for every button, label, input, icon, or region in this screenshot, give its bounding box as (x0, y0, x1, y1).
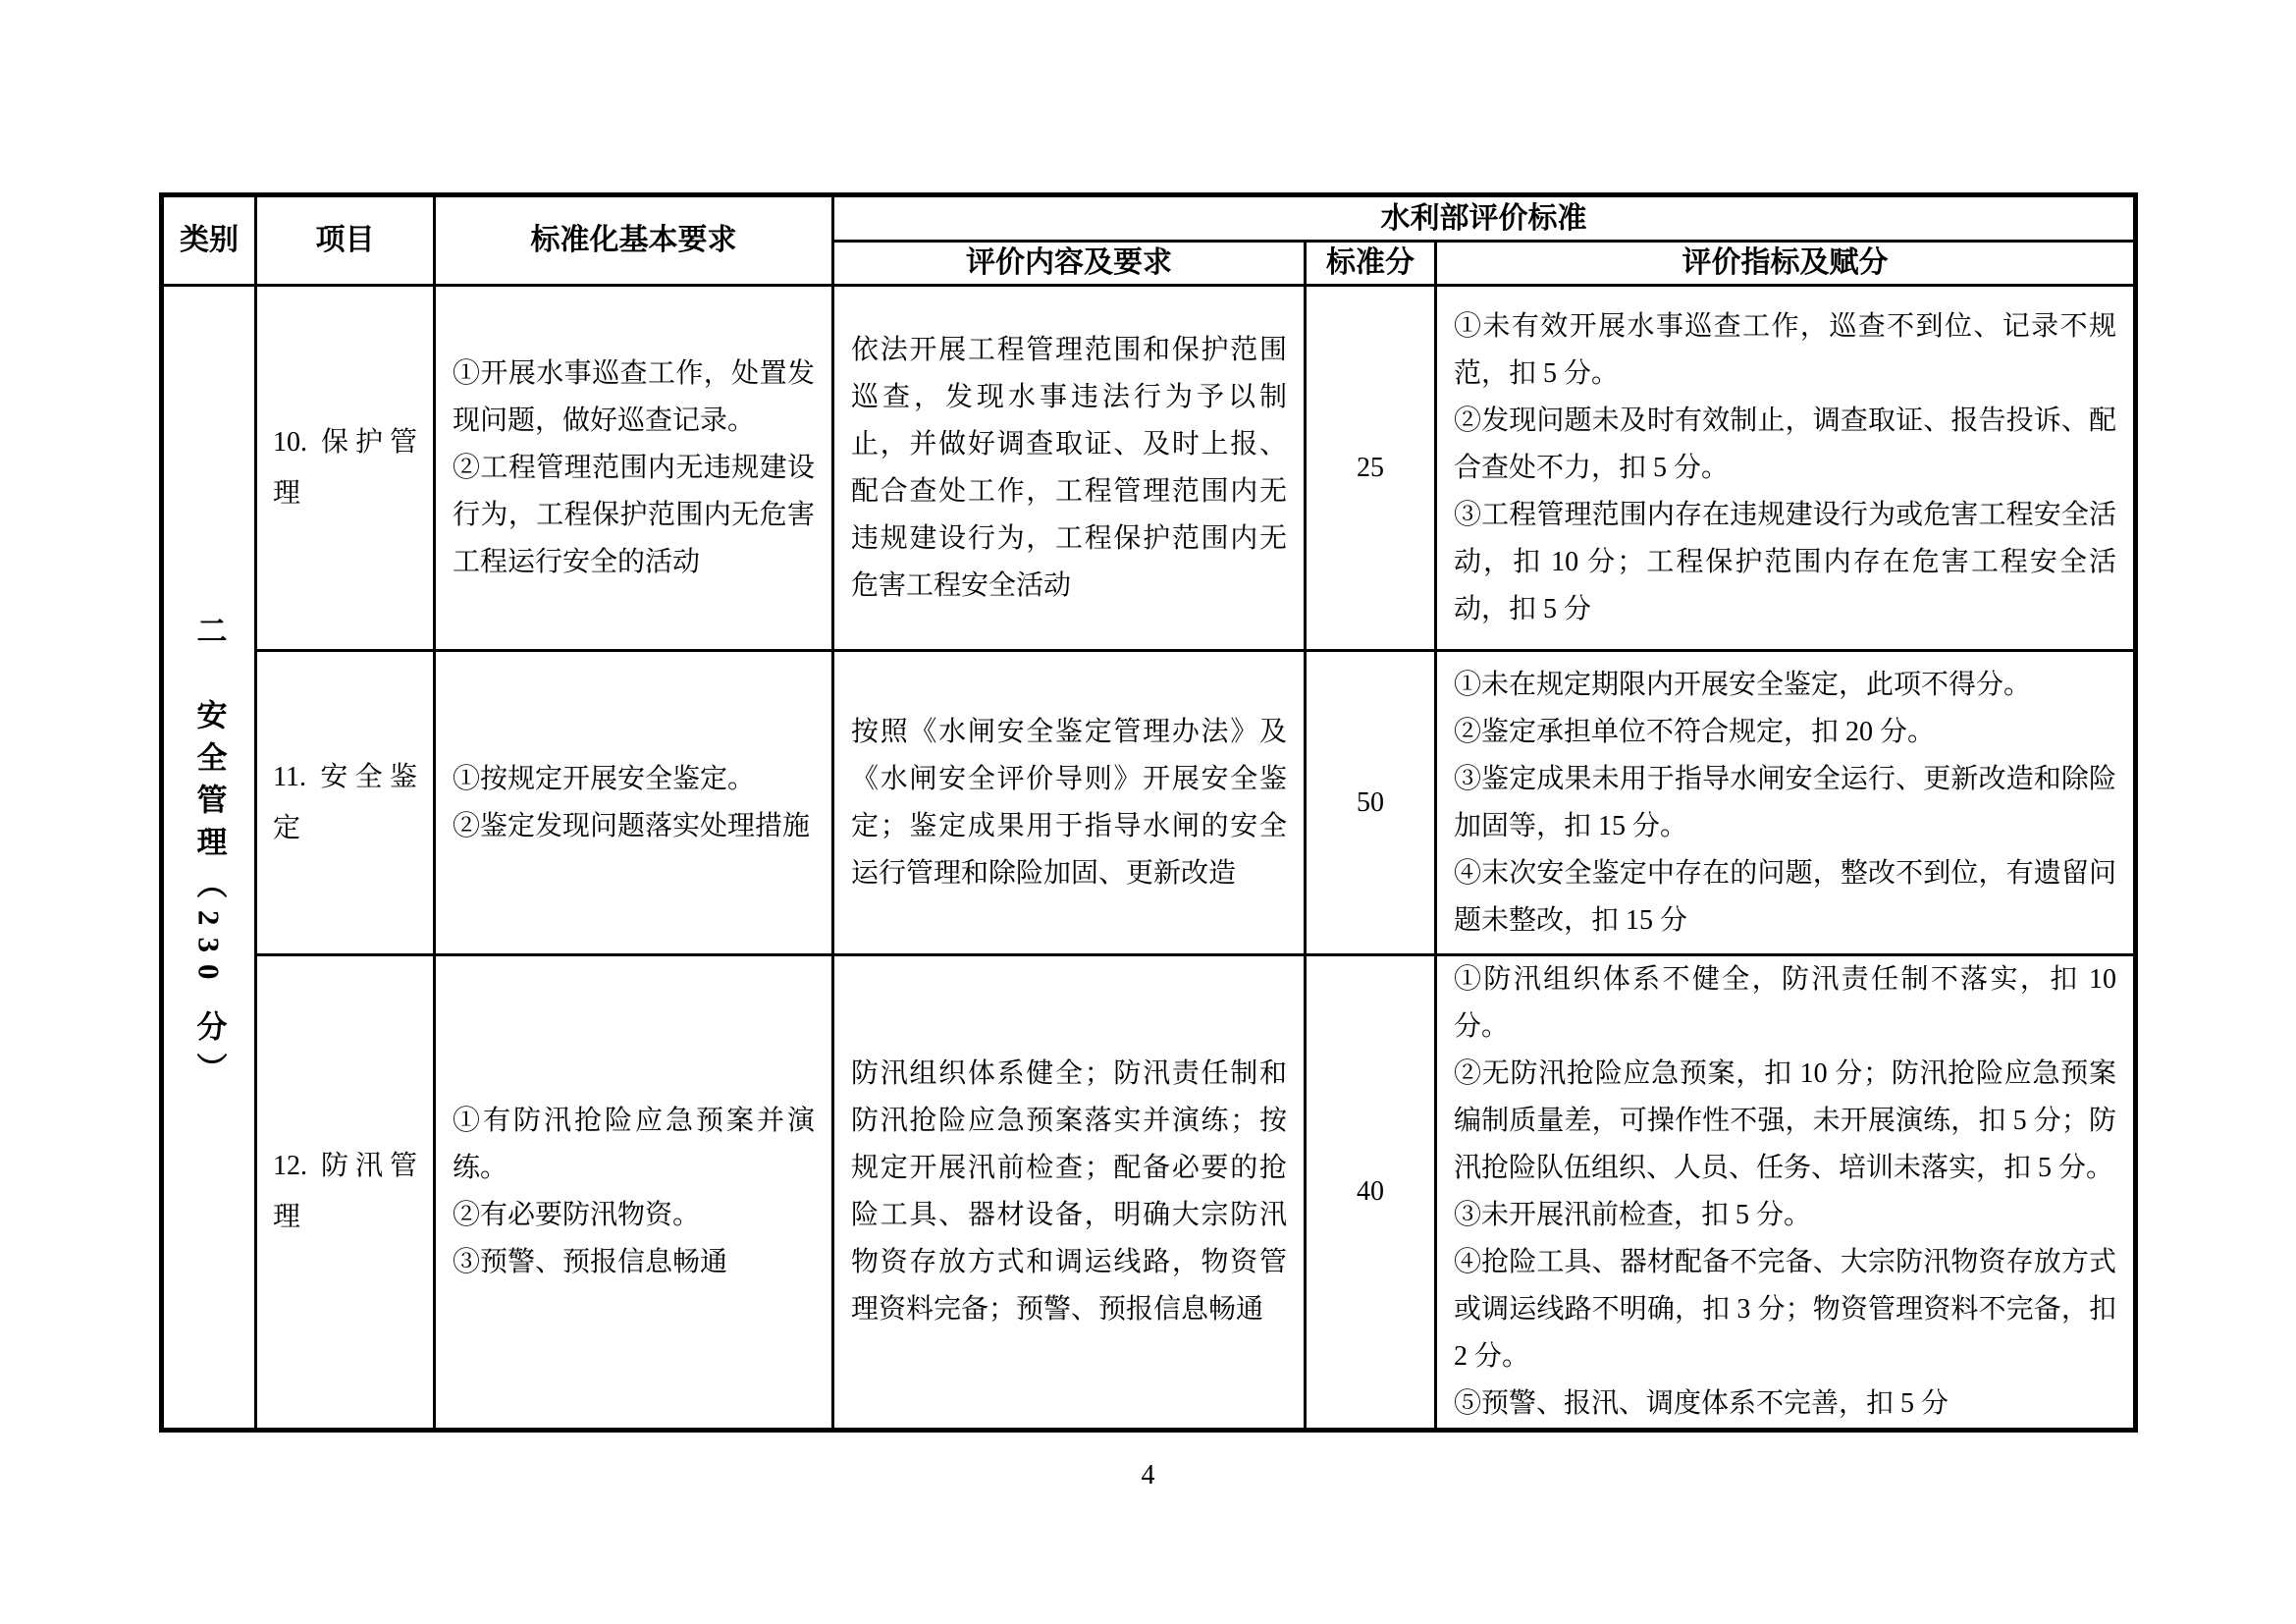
header-requirements: 标准化基本要求 (435, 195, 833, 286)
header-content: 评价内容及要求 (833, 242, 1306, 286)
header-indicators: 评价指标及赋分 (1436, 242, 2136, 286)
requirement-paragraph: ②鉴定发现问题落实处理措施 (453, 810, 811, 841)
content-paragraph: 按照《水闸安全鉴定管理办法》及《水闸安全评价导则》开展安全鉴定；鉴定成果用于指导水闸的安全运行管理和除险加固、更新改造 (851, 716, 1287, 889)
requirement-paragraph: ③预警、预报信息畅通 (453, 1247, 728, 1277)
score-cell-12: 40 (1306, 955, 1436, 1431)
content-cell-11 (833, 651, 1306, 955)
indicator-paragraph: ④抢险工具、器材配备不完备、大宗防汛物资存放方式或调运线路不明确，扣 3 分；物资管理资料不完备，扣 2 分。 (1454, 1247, 2117, 1372)
content-paragraph: 防汛组织体系健全；防汛责任制和防汛抢险应急预案落实并演练；按规定开展汛前检查；配备必要的抢险工具、器材设备，明确大宗防汛物资存放方式和调运线路，物资管理资料完备；预警、预报信息畅通 (851, 1058, 1287, 1325)
item-cell-12 (256, 955, 435, 1431)
indicator-paragraph: ①防汛组织体系不健全，防汛责任制不落实，扣 10 分。 (1454, 964, 2117, 1042)
indicator-paragraph: ⑤预警、报汛、调度体系不完善，扣 5 分 (1454, 1388, 1949, 1419)
header-score: 标准分 (1306, 242, 1436, 286)
table-row-safety-appraisal (162, 651, 2136, 955)
requirements-cell-10 (435, 286, 833, 651)
requirements-cell-11 (435, 651, 833, 955)
indicator-paragraph: ②无防汛抢险应急预案，扣 10 分；防汛抢险应急预案编制质量差，可操作性不强，未开展演练，扣 5 分；防汛抢险队伍组织、人员、任务、培训未落实，扣 5 分。 (1454, 1058, 2117, 1183)
item-label: 10. 保护管理 (273, 426, 417, 509)
indicator-paragraph: ③鉴定成果未用于指导水闸安全运行、更新改造和除险加固等，扣 15 分。 (1454, 763, 2117, 841)
header-ministry-group: 水利部评价标准 (833, 195, 2136, 242)
requirement-paragraph: ②工程管理范围内无违规建设行为，工程保护范围内无危害工程运行安全的活动 (453, 452, 815, 577)
requirement-paragraph: ②有必要防汛物资。 (453, 1200, 701, 1230)
content-paragraph: 依法开展工程管理范围和保护范围巡查，发现水事违法行为予以制止，并做好调查取证、及时上报、配合查处工作，工程管理范围内无违规建设行为，工程保护范围内无危害工程安全活动 (851, 334, 1287, 601)
indicators-cell-11 (1436, 651, 2136, 955)
content-cell-10 (833, 286, 1306, 651)
item-cell-11 (256, 651, 435, 955)
header-category: 类别 (162, 195, 256, 286)
indicator-paragraph: ①未有效开展水事巡查工作，巡查不到位、记录不规范，扣 5 分。 (1454, 310, 2117, 389)
item-cell-10 (256, 286, 435, 651)
indicator-paragraph: ①未在规定期限内开展安全鉴定，此项不得分。 (1454, 669, 2032, 700)
indicator-paragraph: ③工程管理范围内存在违规建设行为或危害工程安全活动，扣 10 分；工程保护范围内存在危害工程安全活动，扣 5 分 (1454, 499, 2117, 624)
table-row-flood-control (162, 955, 2136, 1431)
evaluation-table (159, 192, 2138, 1433)
item-label: 11. 安全鉴定 (273, 761, 417, 843)
indicators-cell-10 (1436, 286, 2136, 651)
category-cell (162, 286, 256, 1431)
requirements-cell-12 (435, 955, 833, 1431)
requirement-paragraph: ①开展水事巡查工作，处置发现问题，做好巡查记录。 (453, 357, 815, 436)
indicator-paragraph: ②鉴定承担单位不符合规定，扣 20 分。 (1454, 716, 1936, 747)
content-cell-12 (833, 955, 1306, 1431)
indicator-paragraph: ③未开展汛前检查，扣 5 分。 (1454, 1200, 1812, 1230)
page-number: 4 (1141, 1460, 1155, 1490)
score-cell-10: 25 (1306, 286, 1436, 651)
indicator-paragraph: ④末次安全鉴定中存在的问题，整改不到位，有遗留问题未整改，扣 15 分 (1454, 857, 2117, 936)
requirement-paragraph: ①按规定开展安全鉴定。 (453, 763, 756, 794)
header-item: 项目 (256, 195, 435, 286)
requirement-paragraph: ①有防汛抢险应急预案并演练。 (453, 1106, 815, 1183)
indicators-cell-12 (1436, 955, 2136, 1431)
item-label: 12. 防汛管理 (273, 1151, 417, 1232)
category-vertical-label: 二 安全管理（230 分） (191, 614, 227, 1096)
table-row-protection-management (162, 286, 2136, 651)
indicator-paragraph: ②发现问题未及时有效制止，调查取证、报告投诉、配合查处不力，扣 5 分。 (1454, 405, 2117, 483)
score-cell-11: 50 (1306, 651, 1436, 955)
